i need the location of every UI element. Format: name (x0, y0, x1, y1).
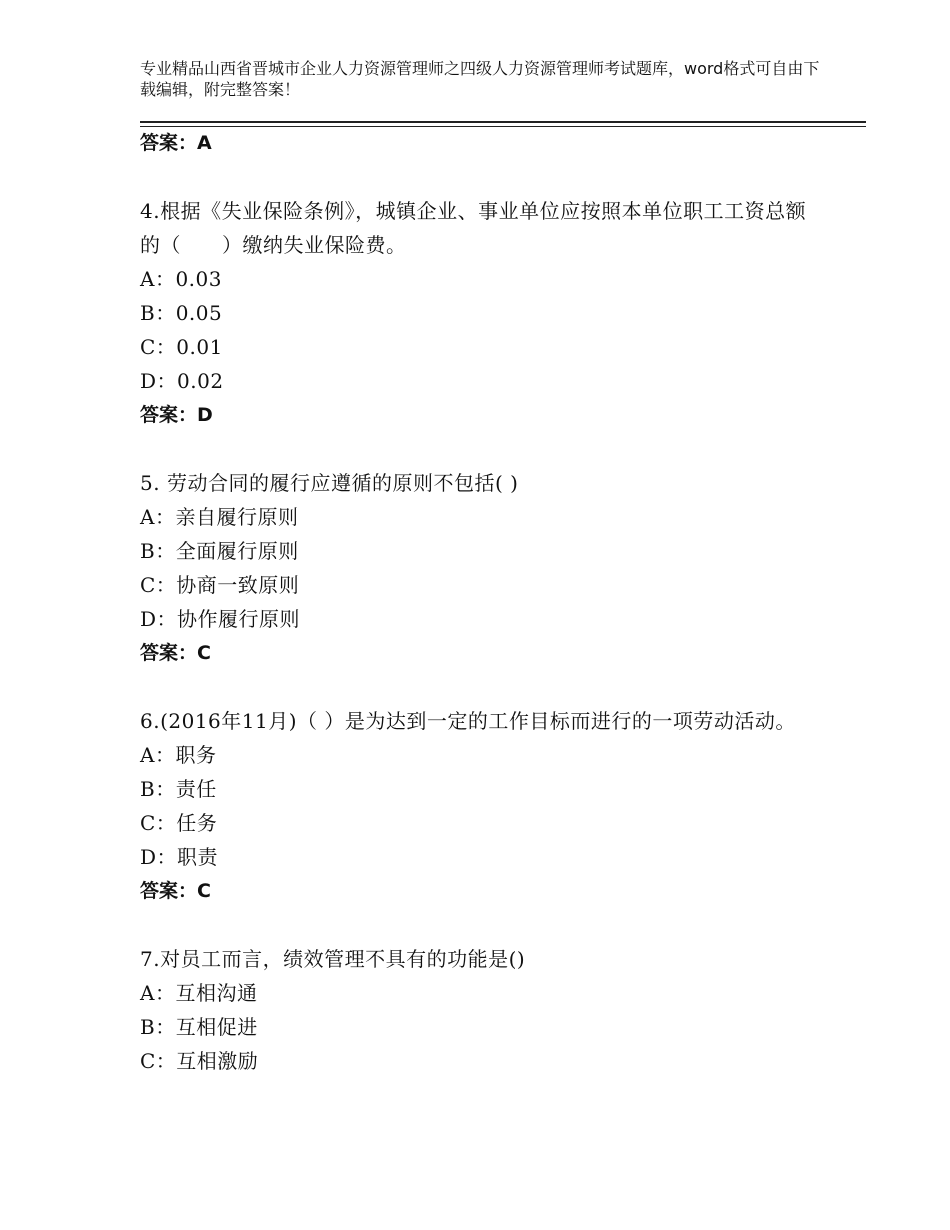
option-a: A：职务 (140, 743, 217, 767)
option-b: B：0.05 (140, 301, 223, 325)
question-stem: 5. 劳动合同的履行应遵循的原则不包括( ) (140, 471, 519, 495)
spacer (140, 432, 820, 466)
option-b: B：互相促进 (140, 1015, 258, 1039)
option-d: D：职责 (140, 845, 219, 869)
spacer (140, 160, 820, 194)
option-c: C：任务 (140, 811, 218, 835)
option-a: A：互相沟通 (140, 981, 258, 1005)
document-header: 专业精品山西省晋城市企业人力资源管理师之四级人力资源管理师考试题库，word格式可自由下载编辑，附完整答案！ (140, 59, 820, 99)
option-c: C：互相激励 (140, 1049, 259, 1073)
question-7 (140, 942, 820, 1078)
option-a: A：0.03 (140, 267, 222, 291)
answer-line: 答案：D (140, 404, 213, 426)
question-6 (140, 704, 820, 908)
question-5 (140, 466, 820, 670)
answer-line: 答案：C (140, 642, 211, 664)
question-4 (140, 194, 820, 432)
option-c: C：协商一致原则 (140, 573, 300, 597)
spacer (140, 670, 820, 704)
answer-line: 答案：C (140, 880, 211, 902)
answer-line: 答案：A (140, 132, 212, 154)
question-stem: 6.(2016年11月)（ ）是为达到一定的工作目标而进行的一项劳动活动。 (140, 709, 796, 733)
spacer (140, 908, 820, 942)
option-d: D：协作履行原则 (140, 607, 301, 631)
option-d: D：0.02 (140, 369, 224, 393)
document-body (140, 126, 820, 1078)
header-rule-thick (140, 121, 866, 123)
option-a: A：亲自履行原则 (140, 505, 299, 529)
option-b: B：全面履行原则 (140, 539, 299, 563)
option-c: C：0.01 (140, 335, 223, 359)
option-b: B：责任 (140, 777, 217, 801)
question-stem: 7.对员工而言，绩效管理不具有的功能是() (140, 947, 526, 971)
question-stem: 4.根据《失业保险条例》，城镇企业、事业单位应按照本单位职工工资总额的（ ）缴纳失业保险费。 (140, 199, 807, 257)
